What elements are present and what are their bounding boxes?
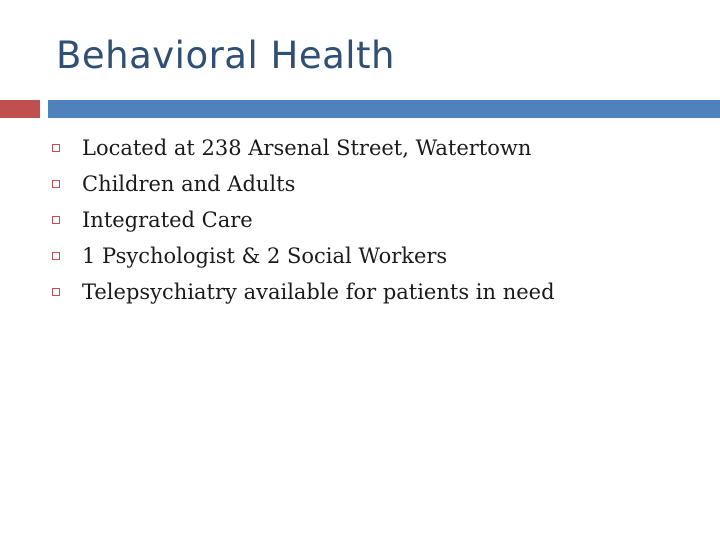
bullet-text: Telepsychiatry available for patients in need (82, 280, 555, 304)
list-item (50, 238, 555, 274)
hollow-square-icon (52, 144, 60, 152)
bullet-text: Children and Adults (82, 172, 296, 196)
list-item (50, 274, 555, 310)
list-item (50, 130, 555, 166)
hollow-square-icon (52, 288, 60, 296)
list-item (50, 166, 555, 202)
bullet-text: Integrated Care (82, 208, 253, 232)
hollow-square-icon (52, 216, 60, 224)
accent-bar-left (0, 100, 40, 118)
hollow-square-icon (52, 252, 60, 260)
accent-bar-right (48, 100, 720, 118)
hollow-square-icon (52, 180, 60, 188)
bullet-list (50, 130, 555, 310)
slide-title: Behavioral Health (56, 34, 396, 77)
list-item (50, 202, 555, 238)
bullet-text: 1 Psychologist & 2 Social Workers (82, 244, 448, 268)
bullet-text: Located at 238 Arsenal Street, Watertown (82, 136, 532, 160)
